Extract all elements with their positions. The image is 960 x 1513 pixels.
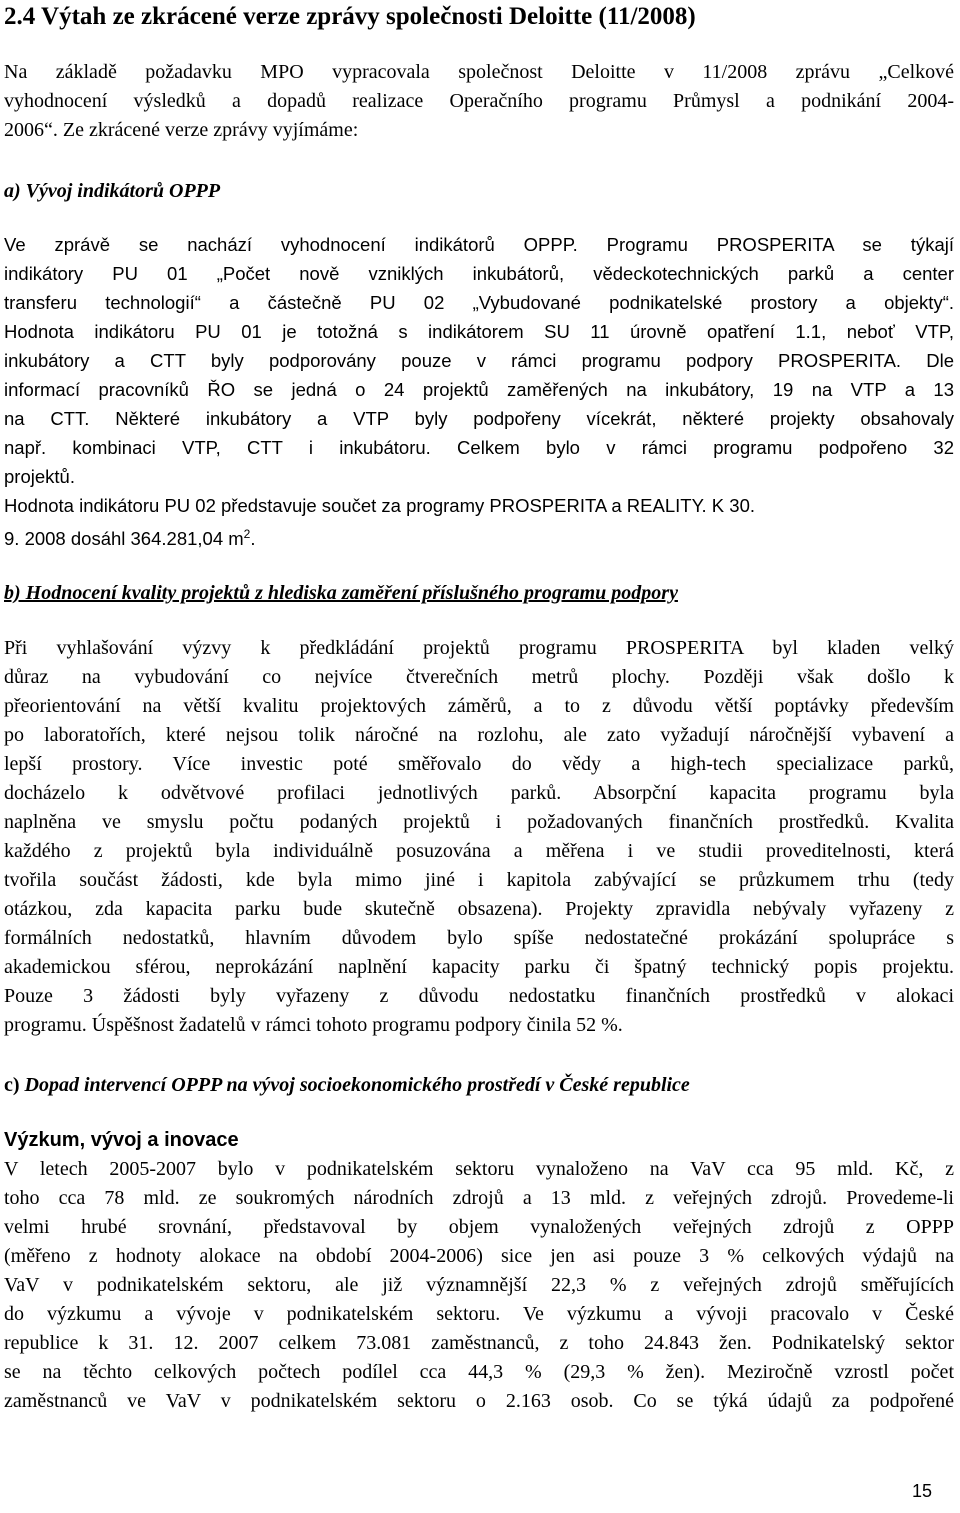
quality-line: lepší prostory. Více investic poté směřovalo do vědy a high-tech specializace parků, [4, 753, 954, 775]
indicator-line: Hodnota indikátoru PU 01 je totožná s indikátorem SU 11 úrovně opatření 1.1, neboť VTP, [4, 321, 954, 342]
indicator-paragraph [4, 230, 954, 553]
research-line: V letech 2005-2007 bylo v podnikatelském sektoru vynaloženo na VaV cca 95 mld. Kč, z [4, 1158, 954, 1180]
section-heading: 2.4 Výtah ze zkrácené verze zprávy společnosti Deloitte (11/2008) [4, 3, 696, 30]
research-line: se na těchto celkových počtech podílel cca 44,3 % (29,3 % žen). Meziročně vzrostl počet [4, 1361, 954, 1383]
subsection-c-text: Dopad intervencí OPPP na vývoj socioekonomického prostředí v České republice [24, 1074, 690, 1096]
quality-line: programu. Úspěšnost žadatelů v rámci tohoto programu podpory činila 52 %. [4, 1014, 623, 1036]
quality-line: naplněna ve smyslu počtu podaných projektů i požadovaných finančních prostředků. Kvalita [4, 811, 954, 833]
indicator-line: transferu technologií“ a částečně PU 02 „Vybudované podnikatelské prostory a objekty“. [4, 292, 954, 313]
indicator-line-final [4, 520, 954, 553]
indicator-line: Ve zprávě se nachází vyhodnocení indikátorů OPPP. Programu PROSPERITA se týkají [4, 234, 954, 255]
research-line: velmi hrubé srovnání, představoval by objem vynaložených veřejných zdrojů z OPPP [4, 1216, 954, 1238]
indicator-line: informací pracovníků ŘO se jedná o 24 projektů zaměřených na inkubátory, 19 na VTP a 13 [4, 379, 954, 400]
period: . [250, 528, 256, 550]
quality-line: formálních nedostatků, hlavním důvodem bylo spíše nedostatečné prokázání spolupráce s [4, 927, 954, 949]
quality-line: Při vyhlašování výzvy k předkládání projektů programu PROSPERITA byl kladen velký [4, 637, 954, 659]
intro-paragraph [4, 58, 954, 145]
quality-line: tvořila součást žádosti, kde byla mimo jiné i kapitola zabývající se průzkumem trhu (tedy [4, 869, 954, 891]
quality-line: Pouze 3 žádosti byly vyřazeny z důvodu nedostatku finančních prostředků v alokaci [4, 985, 954, 1007]
intro-line: vyhodnocení výsledků a dopadů realizace Operačního programu Průmysl a podnikání 2004- [4, 90, 954, 112]
superscript: 2 [243, 527, 251, 541]
intro-line: 2006“. Ze zkrácené verze zprávy vyjímáme: [4, 119, 359, 141]
quality-line: přeorientování na větší kvalitu projektových záměrů, a to z důvodu větší poptávky především [4, 695, 954, 717]
indicator-line: např. kombinaci VTP, CTT i inkubátoru. Celkem bylo v rámci programu podpořeno 32 [4, 437, 954, 458]
quality-line: docházelo k odvětvové profilaci jednotlivých parků. Absorpční kapacita programu byla [4, 782, 954, 804]
research-heading: Výzkum, vývoj a inovace [4, 1129, 239, 1151]
quality-line: důraz na vybudování co nejvíce čtverečních metrů plochy. Později však došlo k [4, 666, 954, 688]
quality-paragraph [4, 634, 954, 1040]
research-line: republice k 31. 12. 2007 celkem 73.081 zaměstnanců, z toho 24.843 žen. Podnikatelský sektor [4, 1332, 954, 1354]
quality-line: otázkou, zda kapacita parku bude skutečně obsazena). Projekty zpravidla nebývaly vyřazeny z [4, 898, 954, 920]
research-line: zaměstnanců ve VaV v podnikatelském sektoru o 2.163 osob. Co se týká údajů za podpořené [4, 1390, 954, 1412]
indicator-line: projektů. [4, 466, 75, 487]
subsection-a-title: a) Vývoj indikátorů OPPP [4, 180, 221, 202]
indicator-line: indikátory PU 01 „Počet nově vzniklých inkubátorů, vědeckotechnických parků a center [4, 263, 954, 284]
page-number: 15 [911, 1481, 932, 1501]
quality-line: po laboratořích, které nejsou tolik náročné na rozlohu, ale zato vyžadují náročnější vybavení a [4, 724, 954, 746]
area-value: 9. 2008 dosáhl 364.281,04 m [4, 528, 244, 550]
research-paragraph [4, 1155, 954, 1416]
research-line: toho cca 78 mld. ze soukromých národních zdrojů a 13 mld. z veřejných zdrojů. Provedeme-li [4, 1187, 954, 1209]
intro-line: Na základě požadavku MPO vypracovala společnost Deloitte v 11/2008 zprávu „Celkové [4, 61, 954, 83]
quality-line: akademickou sférou, neprokázání naplnění kapacity parku či špatný technický popis projektu. [4, 956, 954, 978]
research-line: (měřeno z hodnoty alokace na období 2004-2006) sice jen asi pouze 3 % celkových výdajů na [4, 1245, 954, 1267]
quality-line: každého z projektů byla individuálně posuzována a měřena i ve studii proveditelnosti, která [4, 840, 954, 862]
indicator-line: inkubátory a CTT byly podporovány pouze v rámci programu podpory PROSPERITA. Dle [4, 350, 954, 371]
research-line: do výzkumu a vývoje v podnikatelském sektoru. Ve výzkumu a vývoji pracovalo v České [4, 1303, 954, 1325]
subsection-c-title [4, 1072, 690, 1098]
research-line: VaV v podnikatelském sektoru, ale již významnější 22,3 % z veřejných zdrojů směřujících [4, 1274, 954, 1296]
indicator-line: Hodnota indikátoru PU 02 představuje součet za programy PROSPERITA a REALITY. K 30. [4, 495, 756, 516]
indicator-line: na CTT. Některé inkubátory a VTP byly podpořeny vícekrát, některé projekty obsahovaly [4, 408, 954, 429]
subsection-c-lead: c) [4, 1074, 25, 1096]
subsection-b-title: b) Hodnocení kvality projektů z hlediska zaměření příslušného programu podpory [4, 582, 678, 604]
